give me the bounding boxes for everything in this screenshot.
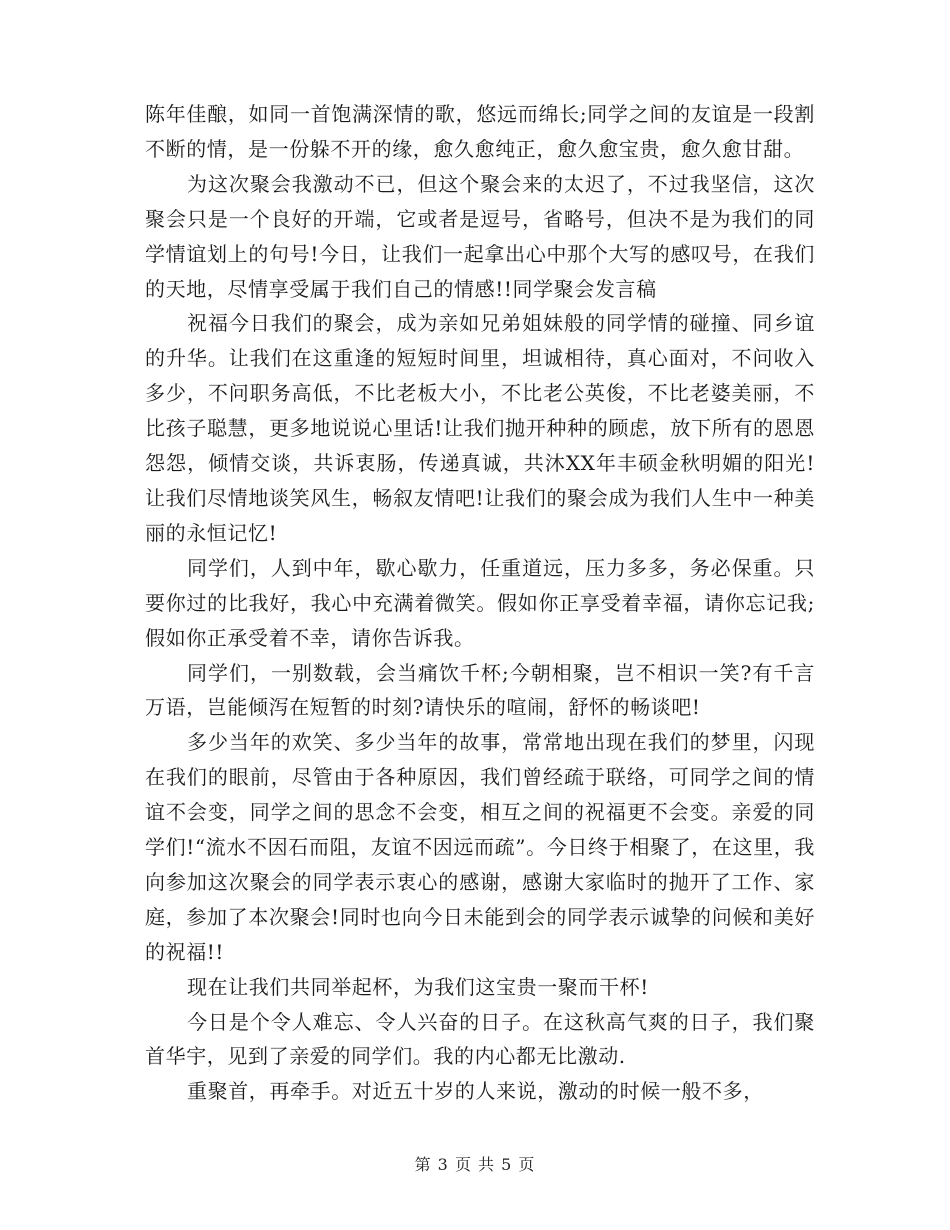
page-number-footer: 第 3 页 共 5 页 [414, 1155, 536, 1174]
paragraph-4: 同学们，人到中年，歇心歇力，任重道远，压力多多，务必保重。只要你过的比我好，我心中充满着微笑。假如你正享受着幸福，请你忘记我;假如你正承受着不幸，请你告诉我。 [145, 555, 815, 650]
paragraph-3: 祝福今日我们的聚会，成为亲如兄弟姐妹般的同学情的碰撞、同乡谊的升华。让我们在这重逢的短短时间里，坦诚相待，真心面对，不问收入多少，不问职务高低，不比老板大小，不比老公英俊，不比老婆美丽，不比孩子聪慧，更多地说说心里话!让我们抛开种种的顾虑，放下所有的恩恩怨怨，倾情交谈，共诉衷肠，传递真诚，共沐XX年丰硕金秋明媚的阳光!让我们尽情地谈笑风生，畅叙友情吧!让我们的聚会成为我们人生中一种美丽的永恒记忆! [145, 311, 815, 545]
paragraph-7: 现在让我们共同举起杯，为我们这宝贵一聚而干杯! [187, 974, 649, 999]
paragraph-6: 多少当年的欢笑、多少当年的故事，常常地出现在我们的梦里，闪现在我们的眼前，尽管由于各种原因，我们曾经疏于联络，可同学之间的情谊不会变，同学之间的思念不会变，相互之间的祝福更不会变。亲爱的同学们!“流水不因石而阻，友谊不因远而疏”。今日终于相聚了，在这里，我向参加这次聚会的同学表示衷心的感谢，感谢大家临时的抛开了工作、家庭，参加了本次聚会!同时也向今日未能到会的同学表示诚挚的问候和美好的祝福!! [145, 730, 815, 964]
paragraph-5: 同学们，一别数载，会当痛饮千杯;今朝相聚，岂不相识一笑?有千言万语，岂能倾泻在短暂的时刻?请快乐的喧闹，舒怀的畅谈吧! [145, 660, 815, 720]
document-body [145, 97, 815, 1109]
paragraph-9: 重聚首，再牵手。对近五十岁的人来说，激动的时候一般不多， [187, 1079, 764, 1104]
paragraph-8: 今日是个令人难忘、令人兴奋的日子。在这秋高气爽的日子，我们聚首华宇，见到了亲爱的同学们。我的内心都无比激动. [145, 1009, 815, 1069]
paragraph-2: 为这次聚会我激动不已，但这个聚会来的太迟了，不过我坚信，这次聚会只是一个良好的开端，它或者是逗号，省略号，但决不是为我们的同学情谊划上的句号!今日，让我们一起拿出心中那个大写的感叹号，在我们的天地，尽情享受属于我们自己的情感!!同学聚会发言稿 [145, 171, 815, 301]
paragraph-1: 陈年佳酿，如同一首饱满深情的歌，悠远而绵长;同学之间的友谊是一段割不断的情，是一份躲不开的缘，愈久愈纯正，愈久愈宝贵，愈久愈甘甜。 [145, 102, 815, 161]
